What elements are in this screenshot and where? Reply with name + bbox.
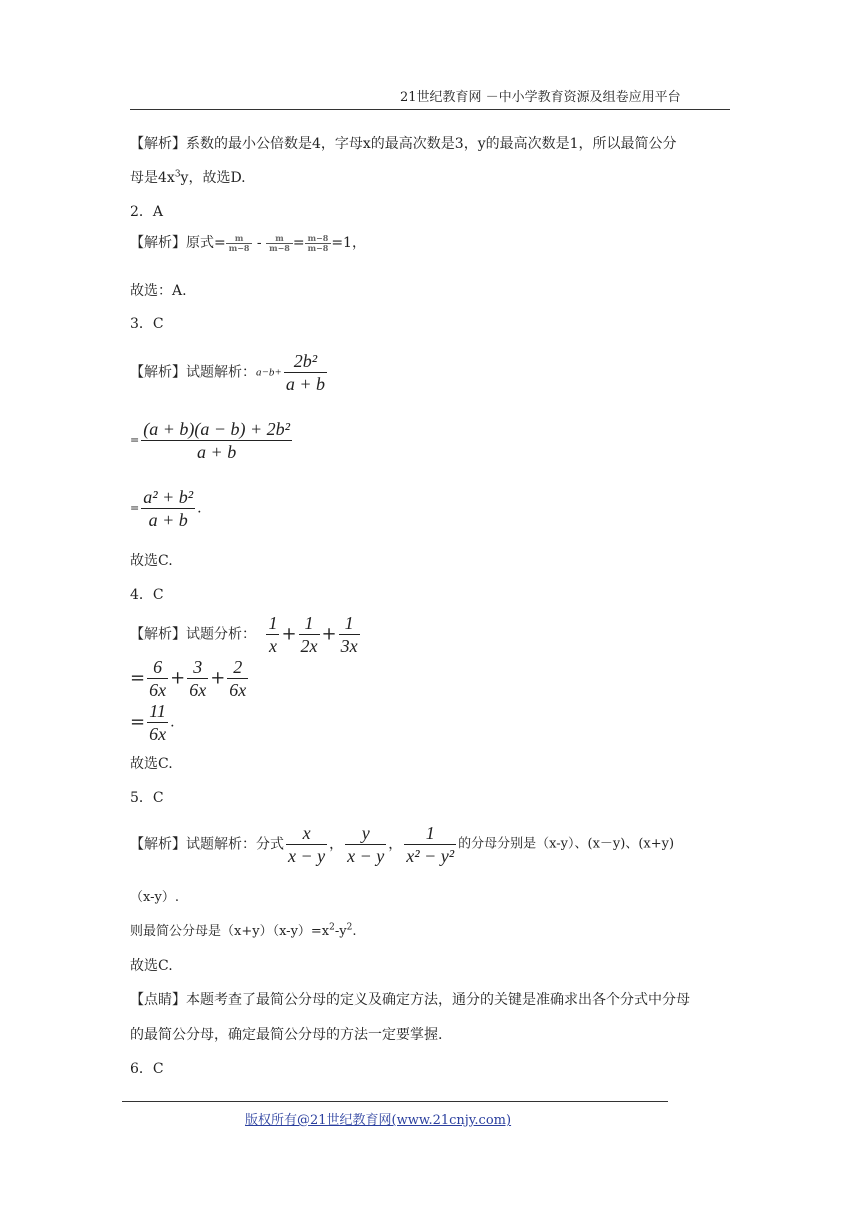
q4-plus-2: + [321,623,337,645]
q2-conclusion: 故选：A. [130,283,187,299]
q3-prefix: 【解析】试题解析： [130,364,256,381]
q5-comma-2: ， [388,836,403,853]
footer-copyright-link[interactable]: 版权所有@21世纪教育网(www.21cnjy.com) [245,1113,512,1128]
q5-line3-pre: 则最简公分母是（x+y）（x-y）=x [130,924,330,939]
q5-suffix: 的分母分别是（x-y）、(x－y)、(x+y) [458,836,675,852]
q4-step3 [130,700,175,745]
q4-frac-d: $\frac{6}{6x}$ [149,657,167,700]
q5-note-line2: 的最简公分母，确定最简公分母的方法一定要掌握. [130,1027,443,1043]
q4-eq-2: = [130,711,146,733]
q4-frac-g: $\frac{11}{6x}$ [149,701,167,744]
q6-answer: 6．C [130,1061,164,1077]
q3-answer: 3．C [130,316,164,332]
q4-frac-b: $\frac{1}{2x}$ [300,613,318,656]
q2-prefix: 【解析】原式= [130,235,226,251]
q3-fraction-1: $\frac{\text{2b²}}{a + b}$ [285,351,326,394]
q4-dot: . [170,714,175,731]
q2-explanation [130,233,366,253]
q2-fraction-1: $\frac{m}{m-8}$ [226,234,253,253]
q3-dot: . [197,500,202,517]
header-rule [130,109,730,110]
q4-plus-4: + [210,667,226,689]
q5-frac-b: $\frac{y}{x - y}$ [347,823,385,866]
footer-rule [122,1101,668,1102]
q2-eq: = [292,235,305,251]
q5-line3-post: . [352,924,357,939]
q5-frac-c: $\frac{1}{\text{x² − y²}}$ [406,823,455,866]
q5-note-line1: 【点睛】本题考查了最简公分母的定义及确定方法，通分的关键是准确求出各个分式中分母 [130,992,690,1008]
q4-frac-f: $\frac{2}{6x}$ [229,657,247,700]
q4-plus-1: + [281,623,297,645]
q1-line2-post: y，故选D. [180,170,246,186]
q5-line2: （x-y）. [130,890,179,905]
q4-step1 [130,612,362,657]
q3-expr: a−b+ [256,366,282,379]
q5-frac-a: $\frac{x}{x - y}$ [288,823,326,866]
q2-fraction-3: $\frac{m-8}{m-8}$ [305,234,332,253]
q3-step3 [130,486,202,531]
q3-eq1: = [130,433,140,447]
q5-answer: 5．C [130,790,164,806]
q5-line3-mid: -y [334,924,347,939]
q1-explanation-line1: 【解析】系数的最小公倍数是4，字母x的最高次数是3，y的最高次数是1，所以最简公分 [130,136,677,152]
q4-answer: 4．C [130,587,164,603]
q4-prefix: 【解析】试题分析： [130,626,256,643]
q3-fraction-2: $\frac{\text{(a + b)(a − b) + 2b²}}{a + b}$ [143,419,291,462]
q5-prefix: 【解析】试题解析：分式 [130,836,284,853]
q3-step2 [130,418,294,463]
q3-conclusion: 故选C. [130,553,173,569]
q2-result: =1， [331,235,366,251]
q3-fraction-3: $\frac{\text{a² + b²}}{a + b}$ [143,487,194,530]
q1-exponent: 3 [174,169,181,180]
q4-frac-c: $\frac{1}{3x}$ [340,613,358,656]
q2-answer: 2．A [130,204,164,220]
q4-frac-a: $\frac{1}{x}$ [268,613,278,656]
page-header: 21世纪教育网 －中小学教育资源及组卷应用平台 [400,90,681,105]
q4-frac-e: $\frac{3}{6x}$ [189,657,207,700]
q5-explanation [130,822,674,867]
q4-conclusion: 故选C. [130,756,173,772]
q4-plus-3: + [170,667,186,689]
q4-eq-1: = [130,667,146,689]
q2-minus: - [256,235,262,251]
q5-exp-1: 2 [329,922,335,933]
q3-step1 [130,350,329,395]
q5-conclusion: 故选C. [130,958,173,974]
q1-explanation-line2 [130,168,246,188]
q5-exp-2: 2 [346,922,353,933]
q3-eq2: = [130,501,140,515]
q1-line2-pre: 母是4x [130,170,175,186]
q5-line3 [130,922,357,942]
q4-step2 [130,656,250,701]
q2-fraction-2: $\frac{m}{m-8}$ [266,234,293,253]
q5-comma-1: ， [329,836,344,853]
